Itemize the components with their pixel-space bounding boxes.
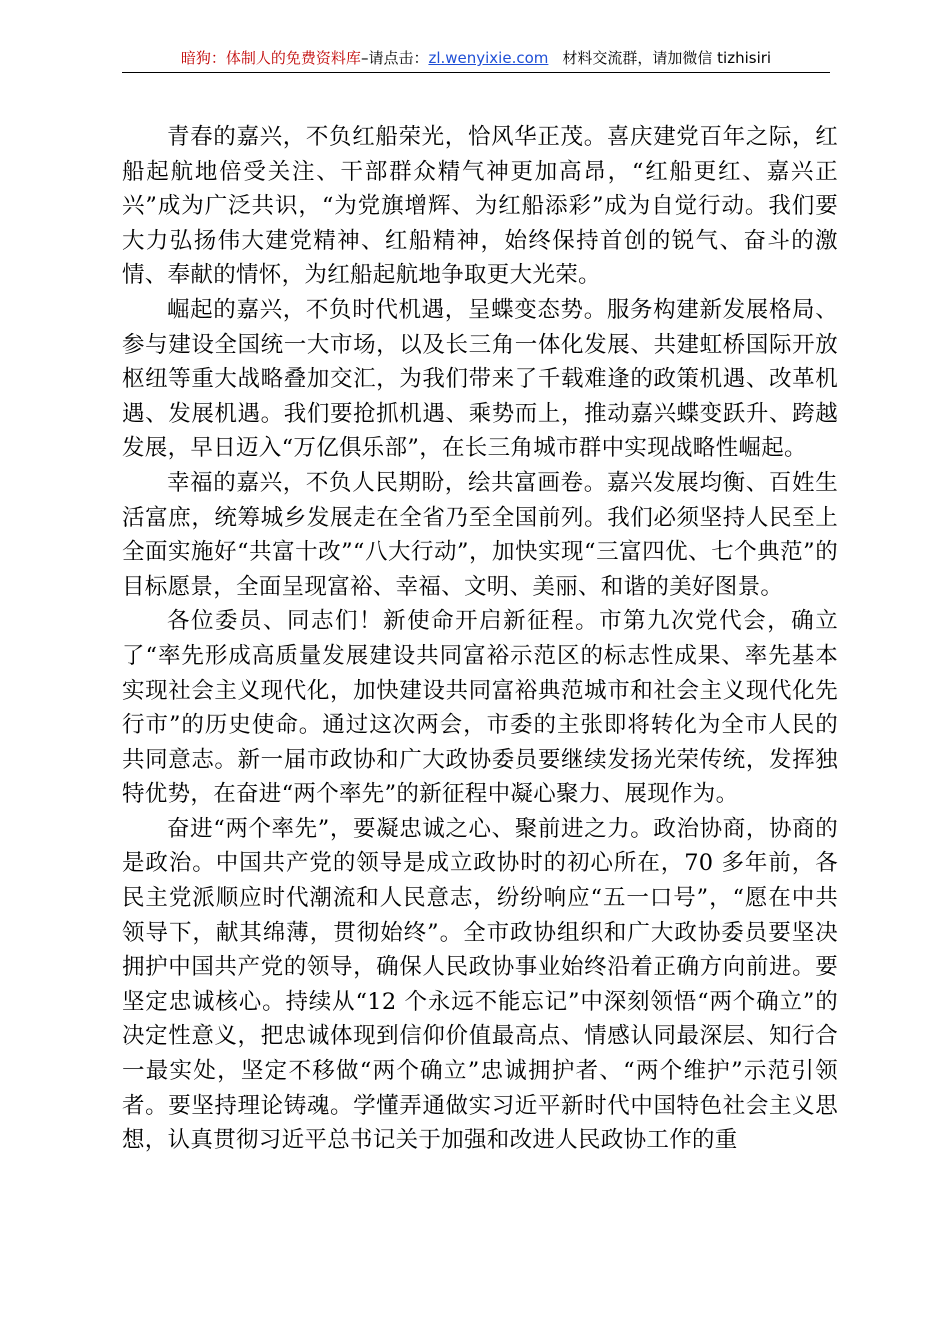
paragraph-rising-jiaxing: 崛起的嘉兴，不负时代机遇，呈蝶变态势。服务构建新发展格局、参与建设全国统一大市场，以及长三角一体化发展、共建虹桥国际开放枢纽等重大战略叠加交汇，为我们带来了千载难逢的政策机遇、改革机遇、发展机遇。我们要抢抓机遇、乘势而上，推动嘉兴蝶变跃升、跨越发展，早日迈入“万亿俱乐部”，在长三角城市群中实现战略性崛起。 [122, 296, 838, 462]
header-brand: 暗狗：体制人的免费资料库 [180, 49, 361, 67]
header-link[interactable]: zl.wenyixie.com [428, 49, 549, 67]
paragraph-two-firsts: 奋进“两个率先”，要凝忠诚之心、聚前进之力。政治协商，协商的是政治。中国共产党的领导是成立政协时的初心所在，70 多年前，各民主党派顺应时代潮流和人民意志，纷纷响应“五一口号”，“愿在中共领导下，献其绵薄，贯彻始终”。全市政协组织和广大政协委员要坚决拥护中国共产党的领导，确保人民政协事业始终沿着正确方向前进。要坚定忠诚核心。持续从“12 个永远不能忘记”中深刻领悟“两个确立”的决定性意义，把忠诚体现到信仰价值最高点、情感认同最深层、知行合一最实处，坚定不移做“两个确立”忠诚拥护者、“两个维护”示范引领者。要坚持理论铸魂。学懂弄通做实习近平新时代中国特色社会主义思想，认真贯彻习近平总书记关于加强和改进人民政协工作的重 [122, 815, 838, 1154]
header-prompt: –请点击： [360, 49, 429, 67]
paragraph-new-mission: 各位委员、同志们！新使命开启新征程。市第九次党代会，确立了“率先形成高质量发展建设共同富裕示范区的标志性成果、率先基本实现社会主义现代化，加快建设共同富裕典范城市和社会主义现代化先行市”的历史使命。通过这次两会，市委的主张即将转化为全市人民的共同意志。新一届市政协和广大政协委员要继续发扬光荣传统，发挥独特优势，在奋进“两个率先”的新征程中凝心聚力、展现作为。 [122, 608, 838, 808]
document-body [122, 120, 838, 1158]
page-header [122, 46, 830, 73]
paragraph-happy-jiaxing: 幸福的嘉兴，不负人民期盼，绘共富画卷。嘉兴发展均衡、百姓生活富庶，统筹城乡发展走在全省乃至全国前列。我们必须坚持人民至上全面实施好“共富十改”“八大行动”，加快实现“三富四优、七个典范”的目标愿景，全面呈现富裕、幸福、文明、美丽、和谐的美好图景。 [122, 469, 838, 600]
header-group-info: 材料交流群，请加微信 tizhisiri [562, 49, 772, 67]
paragraph-youth-jiaxing: 青春的嘉兴，不负红船荣光，恰风华正茂。喜庆建党百年之际，红船起航地倍受关注、干部群众精气神更加高昂，“红船更红、嘉兴正兴”成为广泛共识，“为党旗增辉、为红船添彩”成为自觉行动。我们要大力弘扬伟大建党精神、红船精神，始终保持首创的锐气、奋斗的激情、奉献的情怀，为红船起航地争取更大光荣。 [122, 124, 838, 289]
